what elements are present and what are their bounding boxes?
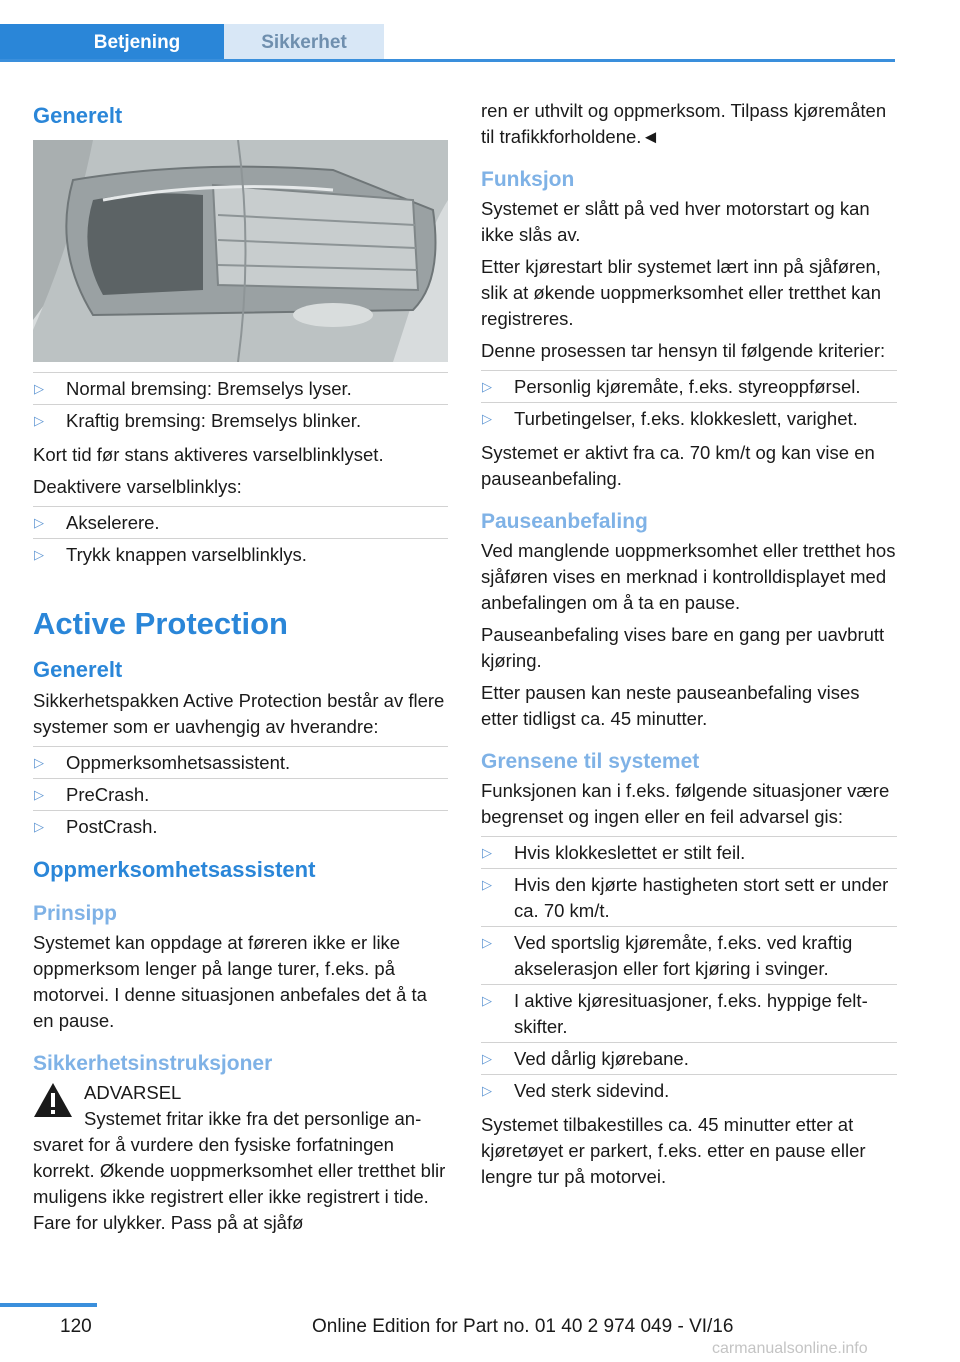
paragraph-pause-3: Etter pausen kan neste pauseanbefaling vises etter tidligst ca. 45 minutter. [481,682,860,729]
paragraph-pause-1: Ved manglende uoppmerksomhet eller tretthet hos sjåføren vises en merknad i kontrolldisplayet med anbefalingen om å ta en pause. [481,540,896,613]
heading-funksjon: Funksjon [481,168,575,191]
warning-triangle-icon [33,1082,73,1118]
list-item: ▷ Turbetingelser, f.eks. klokkeslett, varighet. [481,402,897,434]
paragraph-grensene: Funksjonen kan i f.eks. følgende situasjoner være begrenset og ingen eller en feil advarsel gis: [481,780,890,827]
header-divider [0,59,895,62]
triangle-bullet-icon: ▷ [34,787,44,802]
triangle-bullet-icon: ▷ [482,935,492,950]
list-item: ▷ PostCrash. [33,810,448,842]
limits-list [481,836,897,1106]
heading-generelt-2: Generelt [33,657,123,682]
heading-pauseanbefaling: Pauseanbefaling [481,510,648,533]
brake-list [33,372,448,436]
list-item: ▷ Hvis den kjørte hastigheten stort sett er under ca. 70 km/t. [481,868,897,926]
triangle-bullet-icon: ▷ [34,515,44,530]
triangle-bullet-icon: ▷ [482,411,492,426]
triangle-bullet-icon: ▷ [34,547,44,562]
list-item: ▷ Akselerere. [33,506,448,538]
list-item: ▷ I aktive kjøresituasjoner, f.eks. hyppige feltskifter. [481,984,897,1042]
triangle-bullet-icon: ▷ [482,379,492,394]
heading-active-protection: Active Protection [33,606,288,641]
triangle-bullet-icon: ▷ [482,877,492,892]
brake-light-illustration [33,140,448,362]
triangle-bullet-icon: ▷ [482,1051,492,1066]
systems-list [33,746,448,842]
right-column [481,98,897,1196]
page-number: 120 [60,1316,92,1337]
triangle-bullet-icon: ▷ [34,755,44,770]
triangle-bullet-icon: ▷ [34,819,44,834]
triangle-bullet-icon: ▷ [482,993,492,1008]
paragraph-funksjon-2: Etter kjørestart blir systemet lært inn på sjåføren, slik at økende uoppmerksomhet eller tretthet kan registreres. [481,256,881,329]
paragraph-continued: ren er uthvilt og oppmerksom. Tilpass kjøremåten til trafikkforholdene.◄ [481,100,887,147]
paragraph-reset: Systemet tilbakestilles ca. 45 minutter etter at kjøretøyet er parkert, f.eks. etter en pause eller lengre tur på motorvei. [481,1114,866,1187]
paragraph-funksjon-4: Systemet er aktivt fra ca. 70 km/t og kan vise en pauseanbefaling. [481,442,875,489]
list-item: ▷ Normal bremsing: Bremselys lyser. [33,372,448,404]
warning-title: ADVARSEL [84,1082,182,1103]
watermark: carmanualsonline.info [712,1340,868,1357]
list-item: ▷ Ved sterk sidevind. [481,1074,897,1106]
criteria-list [481,370,897,434]
heading-prinsipp: Prinsipp [33,902,118,925]
paragraph-funksjon-1: Systemet er slått på ved hver motorstart og kan ikke slås av. [481,198,870,245]
deactivate-list [33,506,448,570]
heading-grensene: Grensene til systemet [481,750,700,773]
triangle-bullet-icon: ▷ [34,413,44,428]
list-item: ▷ Hvis klokkeslettet er stilt feil. [481,836,897,868]
list-item: ▷ Ved dårlig kjørebane. [481,1042,897,1074]
list-item: ▷ Oppmerksomhetsassistent. [33,746,448,778]
heading-generelt: Generelt [33,103,123,128]
paragraph-funksjon-3: Denne prosessen tar hensyn til følgende kriterier: [481,340,886,361]
list-item: ▷ Kraftig bremsing: Bremselys blinker. [33,404,448,436]
triangle-bullet-icon: ▷ [34,381,44,396]
warning-text: Systemet fritar ikke fra det personlige ansvaret for å vurdere den fysiske forfatningen korrekt. Økende uoppmerksomhet eller tretthet blir muligens ikke registrert eller ikke registrert i tide. Fare for ulykker. Pass på at sjåfø [33,1108,446,1233]
paragraph-sikkerhetspakken: Sikkerhetspakken Active Protection består av flere systemer som er uavhengig av hverandre: [33,690,445,737]
list-item: ▷ PreCrash. [33,778,448,810]
header-tabs [0,24,895,62]
edition-text: Online Edition for Part no. 01 40 2 974 049 - VI/16 [312,1316,734,1337]
left-column [33,98,448,1242]
heading-sikkerhetsinstruksjoner: Sikkerhetsinstruksjoner [33,1052,273,1075]
triangle-bullet-icon: ▷ [482,845,492,860]
paragraph-kort: Kort tid før stans aktiveres varselblinklyset. [33,444,384,465]
footer-line [0,1303,97,1307]
paragraph-pause-2: Pauseanbefaling vises bare en gang per uavbrutt kjøring. [481,624,885,671]
list-item: ▷ Ved sportslig kjøremåte, f.eks. ved kraftig akselerasjon eller fort kjøring i svinger. [481,926,897,984]
triangle-bullet-icon: ▷ [482,1083,492,1098]
paragraph-prinsipp: Systemet kan oppdage at føreren ikke er like oppmerksom lenger på lange turer, f.eks. på motorvei. I denne situasjonen anbefales det å ta en pause. [33,932,427,1031]
paragraph-deaktivere: Deaktivere varselblinklys: [33,476,242,497]
list-item: ▷ Personlig kjøremåte, f.eks. styreoppførsel. [481,370,897,402]
tab-sikkerhet[interactable]: Sikkerhet [224,24,384,62]
tab-betjening[interactable]: Betjening [0,24,224,62]
heading-oppmerksomhetsassistent: Oppmerksomhetsassistent [33,857,316,882]
warning-block [33,1080,448,1106]
list-item: ▷ Trykk knappen varselblinklys. [33,538,448,570]
